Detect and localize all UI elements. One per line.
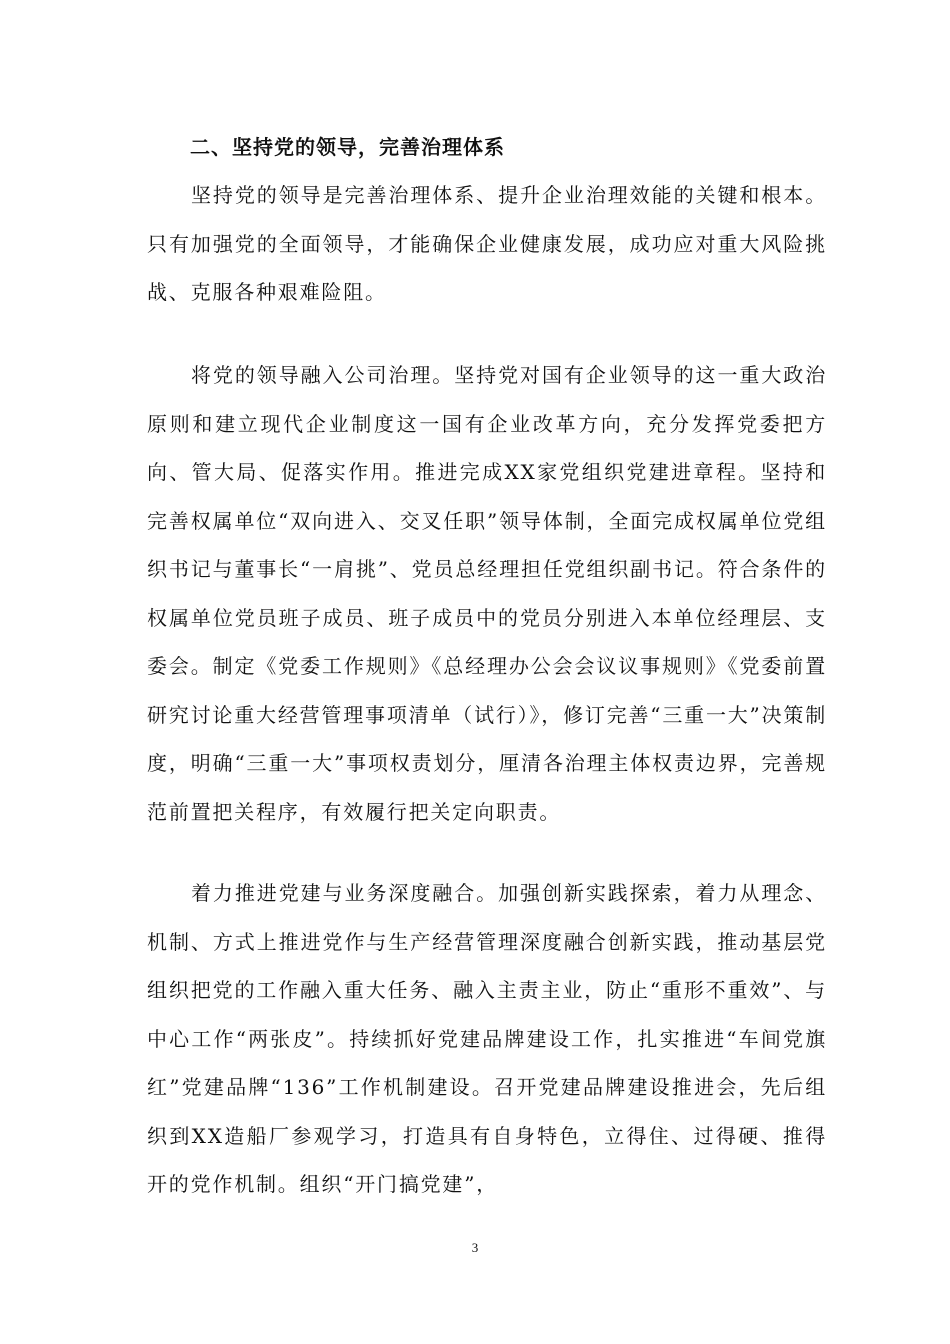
paragraph-1: 坚持党的领导是完善治理体系、提升企业治理效能的关键和根本。只有加强党的全面领导，才能确保企业健康发展，成功应对重大风险挑战、克服各种艰难险阻。 bbox=[147, 183, 827, 304]
paragraph-3: 着力推进党建与业务深度融合。加强创新实践探索，着力从理念、机制、方式上推进党作与生产经营管理深度融合创新实践，推动基层党组织把党的工作融入重大任务、融入主责主业，防止“重形不重效”、与中心工作“两张皮”。持续抓好党建品牌建设工作，扎实推进“车间党旗红”党建品牌“136”工作机制建设。召开党建品牌建设推进会，先后组织到XX造船厂参观学习，打造具有自身特色，立得住、过得硬、推得开的党作机制。组织“开门搞党建”， bbox=[147, 881, 827, 1196]
paragraph-2: 将党的领导融入公司治理。坚持党对国有企业领导的这一重大政治原则和建立现代企业制度这一国有企业改革方向，充分发挥党委把方向、管大局、促落实作用。推进完成XX家党组织党建进章程。坚持和完善权属单位“双向进入、交叉任职”领导体制，全面完成权属单位党组织书记与董事长“一肩挑”、党员总经理担任党组织副书记。符合条件的权属单位党员班子成员、班子成员中的党员分别进入本单位经理层、支委会。制定《党委工作规则》《总经理办公会会议议事规则》《党委前置研究讨论重大经营管理事项清单（试行）》，修订完善“三重一大”决策制度，明确“三重一大”事项权责划分，厘清各治理主体权责边界，完善规范前置把关程序，有效履行把关定向职责。 bbox=[147, 363, 827, 824]
page-number: 3 bbox=[471, 1240, 479, 1255]
section-heading: 二、坚持党的领导，完善治理体系 bbox=[190, 135, 505, 159]
